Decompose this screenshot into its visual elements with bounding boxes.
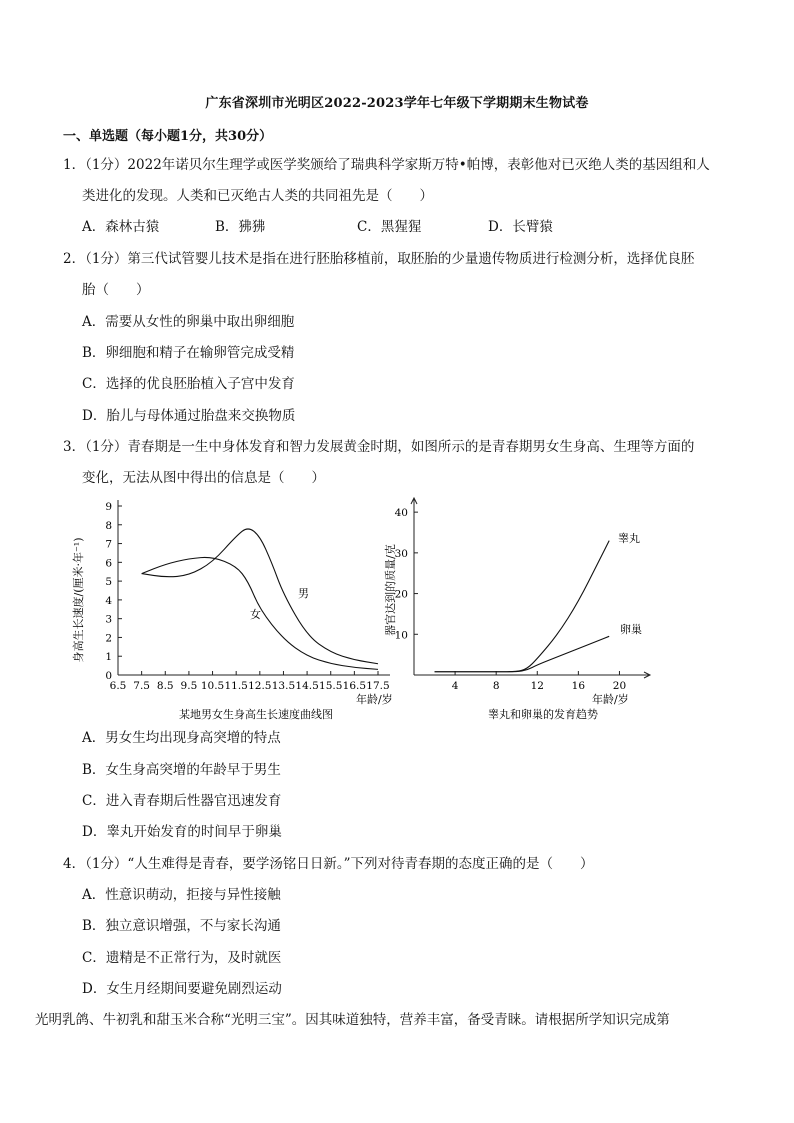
chart2-series-label-ovary: 卵巢 [620,623,642,636]
chart1-series-label-male: 男 [298,587,309,600]
question-3-text: 3．（1分）青春期是一生中身体发育和智力发展黄金时期，如图所示的是青春期男女生身高、生理等方面的 [63,439,695,455]
chart1-x-tick-label: 6.5 [109,680,127,692]
chart2-y-tick-label: 10 [394,629,408,642]
chart2-y-tick-label: 30 [394,547,408,560]
question-2-text-cont: 胎（ ） [82,282,150,298]
chart1-x-tick-label: 16.5 [342,680,367,692]
chart1-x-tick-label: 12.5 [248,680,272,692]
chart1-xlabel: 年龄/岁 [356,693,393,706]
q1-option-d[interactable]: D．长臂猿 [488,219,553,235]
chart1-x-tick-label: 10.5 [200,680,225,692]
q1-option-c[interactable]: C．黑猩猩 [357,219,422,235]
height-growth-chart [60,490,400,722]
chart1-x-tick-label: 9.5 [180,680,198,692]
chart1-y-tick-label: 6 [105,557,112,570]
chart1-x-tick-label: 14.5 [295,680,319,692]
chart1-ylabel: 身高生长速度/(厘米·年⁻¹) [72,537,85,663]
q3-option-a[interactable]: A．男女生均出现身高突增的特点 [82,730,281,746]
chart1-y-tick-label: 8 [105,519,112,532]
chart2-xlabel: 年龄/岁 [592,693,629,706]
q4-option-b[interactable]: B．独立意识增强，不与家长沟通 [82,918,281,934]
chart2-caption: 睾丸和卵巢的发育趋势 [488,708,598,721]
page-title: 广东省深圳市光明区2022-2023学年七年级下学期期末生物试卷 [205,96,589,111]
chart2-series-label-testis: 睾丸 [618,532,640,545]
chart1-x-tick-label: 15.5 [319,680,343,692]
chart1-x-tick-label: 7.5 [133,680,150,692]
chart1-series-line-0 [142,529,378,664]
q3-option-d[interactable]: D．睾丸开始发育的时间早于卵巢 [82,824,282,840]
q4-option-a[interactable]: A．性意识萌动，拒接与异性接触 [82,887,281,903]
q1-option-b[interactable]: B．狒狒 [215,219,266,235]
q4-option-d[interactable]: D．女生月经期间要避免剧烈运动 [82,981,282,997]
chart2-ylabel: 器官达到的质量/克 [384,544,397,636]
passage-text: 光明乳鸽、牛初乳和甜玉米合称“光明三宝”。因其味道独特，营养丰富，备受青睐。请根据所学知识完成第 [35,1012,670,1028]
q3-option-c[interactable]: C．进入青春期后性器官迅速发育 [82,793,282,809]
q4-option-c[interactable]: C．遗精是不正常行为，及时就医 [82,950,282,966]
q2-option-b[interactable]: B．卵细胞和精子在输卵管完成受精 [82,345,295,361]
chart1-y-tick-label: 2 [105,632,112,645]
q3-option-b[interactable]: B．女生身高突增的年龄早于男生 [82,762,281,778]
chart1-x-tick-label: 11.5 [224,680,248,692]
chart1-x-tick-label: 13.5 [271,680,296,692]
question-1-text-cont: 类进化的发现。人类和已灭绝古人类的共同祖先是（ ） [82,188,433,204]
chart2-x-tick-label: 4 [451,680,459,692]
q1-option-a[interactable]: A．森林古猿 [82,219,160,235]
chart2-x-tick-label: 16 [571,680,586,692]
chart1-y-tick-label: 0 [105,670,112,682]
chart1-y-tick-label: 3 [105,613,112,626]
chart1-y-tick-label: 9 [105,501,112,513]
chart1-series-label-female: 女 [250,608,261,621]
q2-option-a[interactable]: A．需要从女性的卵巢中取出卵细胞 [82,314,295,330]
chart2-x-tick-label: 12 [530,680,544,692]
chart2-series-line-1 [435,636,610,671]
question-1-text: 1．（1分）2022年诺贝尔生理学或医学奖颁给了瑞典科学家斯万特•帕博，表彰他对已灭绝人类的基因组和人 [63,157,710,173]
question-4-text: 4．（1分）“人生难得是青春，要学汤铭日日新。”下列对待青春期的态度正确的是（ ） [63,856,594,872]
chart2-series-line-0 [435,541,610,672]
chart1-y-tick-label: 4 [105,594,112,607]
question-3-text-cont: 变化，无法从图中得出的信息是（ ） [82,470,325,486]
organ-development-chart [370,490,670,722]
q2-option-c[interactable]: C．选择的优良胚胎植入子宫中发育 [82,376,295,392]
chart2-y-tick-label: 40 [394,507,408,520]
chart1-x-tick-label: 8.5 [156,680,174,692]
chart2-y-tick-label: 20 [394,588,408,601]
chart1-caption: 某地男女生身高生长速度曲线图 [179,708,333,721]
q2-option-d[interactable]: D．胎儿与母体通过胎盘来交换物质 [82,408,296,424]
chart2-x-tick-label: 8 [492,680,500,692]
chart1-y-tick-label: 1 [105,651,112,664]
chart1-y-tick-label: 7 [105,538,112,551]
chart1-x-tick-label: 17.5 [366,680,390,692]
chart1-y-tick-label: 5 [105,576,112,589]
question-2-text: 2．（1分）第三代试管婴儿技术是指在进行胚胎移植前，取胚胎的少量遗传物质进行检测分析，选择优良胚 [63,251,695,267]
section-heading: 一、单选题（每小题1分，共30分） [63,129,273,144]
chart2-x-tick-label: 20 [612,680,627,692]
